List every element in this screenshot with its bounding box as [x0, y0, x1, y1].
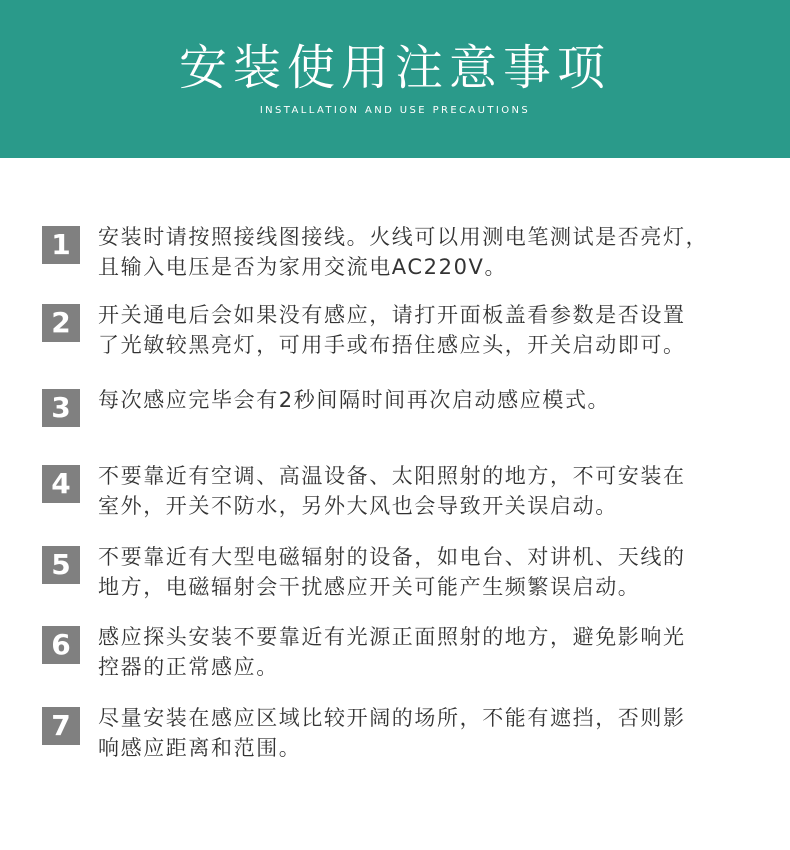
item-number-badge: 5	[42, 546, 80, 584]
item-text: 开关通电后会如果没有感应，请打开面板盖看参数是否设置 了光敏较黑亮灯，可用手或布捂住感应头，开关启动即可。	[98, 303, 686, 357]
item-number-badge: 7	[42, 707, 80, 745]
item-number-badge: 1	[42, 226, 80, 264]
header-banner	[0, 0, 790, 158]
item-text: 不要靠近有空调、高温设备、太阳照射的地方，不可安装在 室外，开关不防水，另外大风也会导致开关误启动。	[98, 464, 686, 518]
item-text: 感应探头安装不要靠近有光源正面照射的地方，避免影响光 控器的正常感应。	[98, 625, 686, 679]
item-number-badge: 2	[42, 304, 80, 342]
item-text: 不要靠近有大型电磁辐射的设备，如电台、对讲机、天线的 地方，电磁辐射会干扰感应开关可能产生频繁误启动。	[98, 545, 686, 599]
item-number-badge: 3	[42, 389, 80, 427]
item-number-badge: 6	[42, 626, 80, 664]
item-text: 尽量安装在感应区域比较开阔的场所，不能有遮挡，否则影 响感应距离和范围。	[98, 706, 686, 760]
page-title: 安装使用注意事项	[178, 40, 611, 96]
item-text: 每次感应完毕会有2秒间隔时间再次启动感应模式。	[98, 388, 611, 412]
item-text: 安装时请按照接线图接线。火线可以用测电笔测试是否亮灯， 且输入电压是否为家用交流电AC220V。	[98, 225, 709, 279]
page-subtitle: INSTALLATION AND USE PRECAUTIONS	[259, 105, 531, 116]
item-number-badge: 4	[42, 465, 80, 503]
